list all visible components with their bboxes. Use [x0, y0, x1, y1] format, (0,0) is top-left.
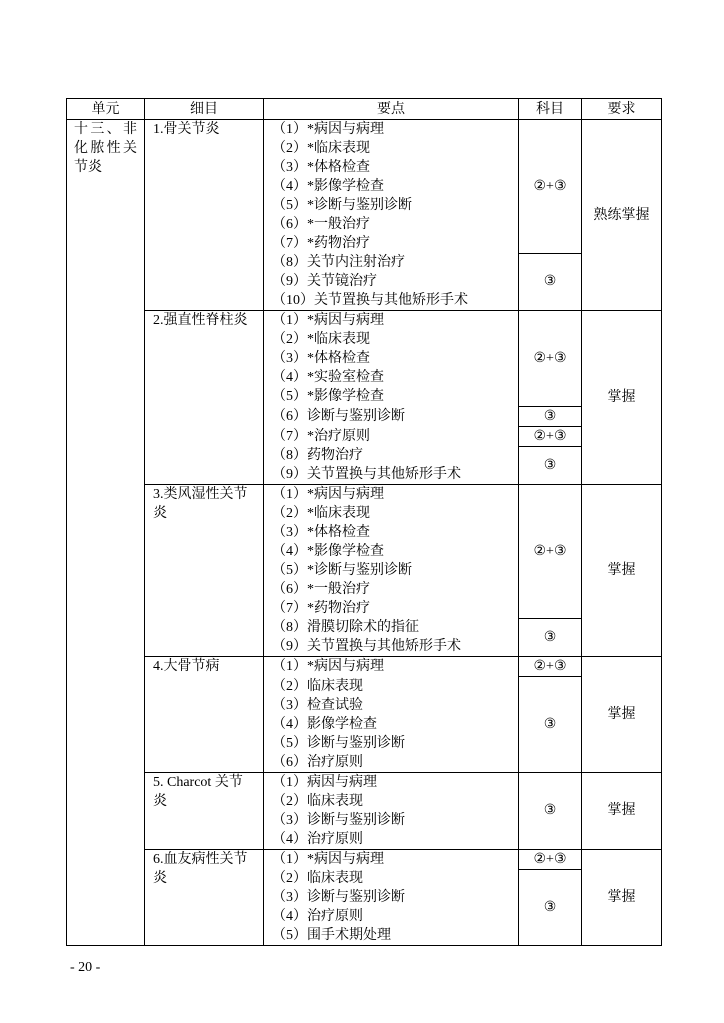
subject-cell: ③ [519, 677, 582, 773]
point-cell: （1）*病因与病理 [264, 849, 519, 869]
point-cell: （4）影像学检查 [264, 715, 519, 734]
table-row [67, 311, 662, 331]
point-cell: （4）治疗原则 [264, 907, 519, 926]
point-cell: （6）诊断与鉴别诊断 [264, 406, 519, 426]
point-cell: （6）治疗原则 [264, 753, 519, 773]
point-cell: （1）病因与病理 [264, 772, 519, 792]
header-item: 细目 [145, 99, 264, 120]
point-cell: （6）*一般治疗 [264, 580, 519, 599]
point-cell: （7）*治疗原则 [264, 426, 519, 446]
point-cell: （5）*诊断与鉴别诊断 [264, 561, 519, 580]
point-cell: （1）*病因与病理 [264, 311, 519, 331]
item-cell: 1.骨关节炎 [145, 120, 264, 311]
table-body [67, 120, 662, 946]
unit-cell: 十三、非化脓性关节炎 [67, 120, 145, 946]
point-cell: （9）关节置换与其他矫形手术 [264, 465, 519, 485]
point-cell: （1）*病因与病理 [264, 120, 519, 140]
point-cell: （7）*药物治疗 [264, 599, 519, 618]
page-number: - 20 - [70, 960, 101, 975]
table-row [67, 120, 662, 140]
item-cell: 4.大骨节病 [145, 657, 264, 773]
point-cell: （2）*临床表现 [264, 504, 519, 523]
table-row [67, 657, 662, 677]
subject-cell: ②+③ [519, 311, 582, 407]
point-cell: （3）诊断与鉴别诊断 [264, 888, 519, 907]
subject-cell: ②+③ [519, 657, 582, 677]
requirement-cell: 掌握 [582, 657, 662, 773]
requirement-cell: 掌握 [582, 311, 662, 485]
table-row [67, 485, 662, 505]
point-cell: （5）围手术期处理 [264, 926, 519, 946]
header-row [67, 99, 662, 120]
point-cell: （4）治疗原则 [264, 830, 519, 850]
item-cell: 6.血友病性关节炎 [145, 849, 264, 946]
point-cell: （5）诊断与鉴别诊断 [264, 734, 519, 753]
subject-cell: ②+③ [519, 849, 582, 869]
point-cell: （2）临床表现 [264, 869, 519, 888]
requirement-cell: 掌握 [582, 772, 662, 849]
requirement-cell: 熟练掌握 [582, 120, 662, 311]
point-cell: （2）*临床表现 [264, 330, 519, 349]
subject-cell: ②+③ [519, 485, 582, 619]
item-cell: 2.强直性脊柱炎 [145, 311, 264, 485]
subject-cell: ③ [519, 869, 582, 946]
point-cell: （8）关节内注射治疗 [264, 253, 519, 272]
point-cell: （2）临床表现 [264, 677, 519, 696]
header-points: 要点 [264, 99, 519, 120]
point-cell: （3）*体格检查 [264, 158, 519, 177]
table-row [67, 772, 662, 792]
point-cell: （1）*病因与病理 [264, 657, 519, 677]
header-requirement: 要求 [582, 99, 662, 120]
point-cell: （6）*一般治疗 [264, 215, 519, 234]
requirement-cell: 掌握 [582, 849, 662, 946]
header-unit: 单元 [67, 99, 145, 120]
point-cell: （5）*诊断与鉴别诊断 [264, 196, 519, 215]
subject-cell: ②+③ [519, 120, 582, 254]
subject-cell: ③ [519, 772, 582, 849]
point-cell: （1）*病因与病理 [264, 485, 519, 505]
subject-cell: ③ [519, 253, 582, 311]
table-row [67, 849, 662, 869]
point-cell: （3）*体格检查 [264, 523, 519, 542]
item-cell: 5. Charcot 关节炎 [145, 772, 264, 849]
point-cell: （3）*体格检查 [264, 349, 519, 368]
subject-cell: ③ [519, 406, 582, 426]
point-cell: （9）关节置换与其他矫形手术 [264, 637, 519, 657]
table-header [67, 99, 662, 120]
point-cell: （9）关节镜治疗 [264, 272, 519, 291]
point-cell: （3）诊断与鉴别诊断 [264, 811, 519, 830]
point-cell: （8）滑膜切除术的指征 [264, 618, 519, 637]
point-cell: （8）药物治疗 [264, 446, 519, 465]
subject-cell: ③ [519, 618, 582, 657]
point-cell: （3）检查试验 [264, 696, 519, 715]
syllabus-table [66, 98, 662, 946]
point-cell: （7）*药物治疗 [264, 234, 519, 253]
point-cell: （4）*影像学检查 [264, 177, 519, 196]
subject-cell: ②+③ [519, 426, 582, 446]
point-cell: （2）临床表现 [264, 792, 519, 811]
item-cell: 3.类风湿性关节炎 [145, 485, 264, 657]
header-subject: 科目 [519, 99, 582, 120]
point-cell: （4）*实验室检查 [264, 368, 519, 387]
point-cell: （5）*影像学检查 [264, 387, 519, 406]
point-cell: （2）*临床表现 [264, 139, 519, 158]
requirement-cell: 掌握 [582, 485, 662, 657]
point-cell: （4）*影像学检查 [264, 542, 519, 561]
subject-cell: ③ [519, 446, 582, 485]
point-cell: （10）关节置换与其他矫形手术 [264, 291, 519, 311]
